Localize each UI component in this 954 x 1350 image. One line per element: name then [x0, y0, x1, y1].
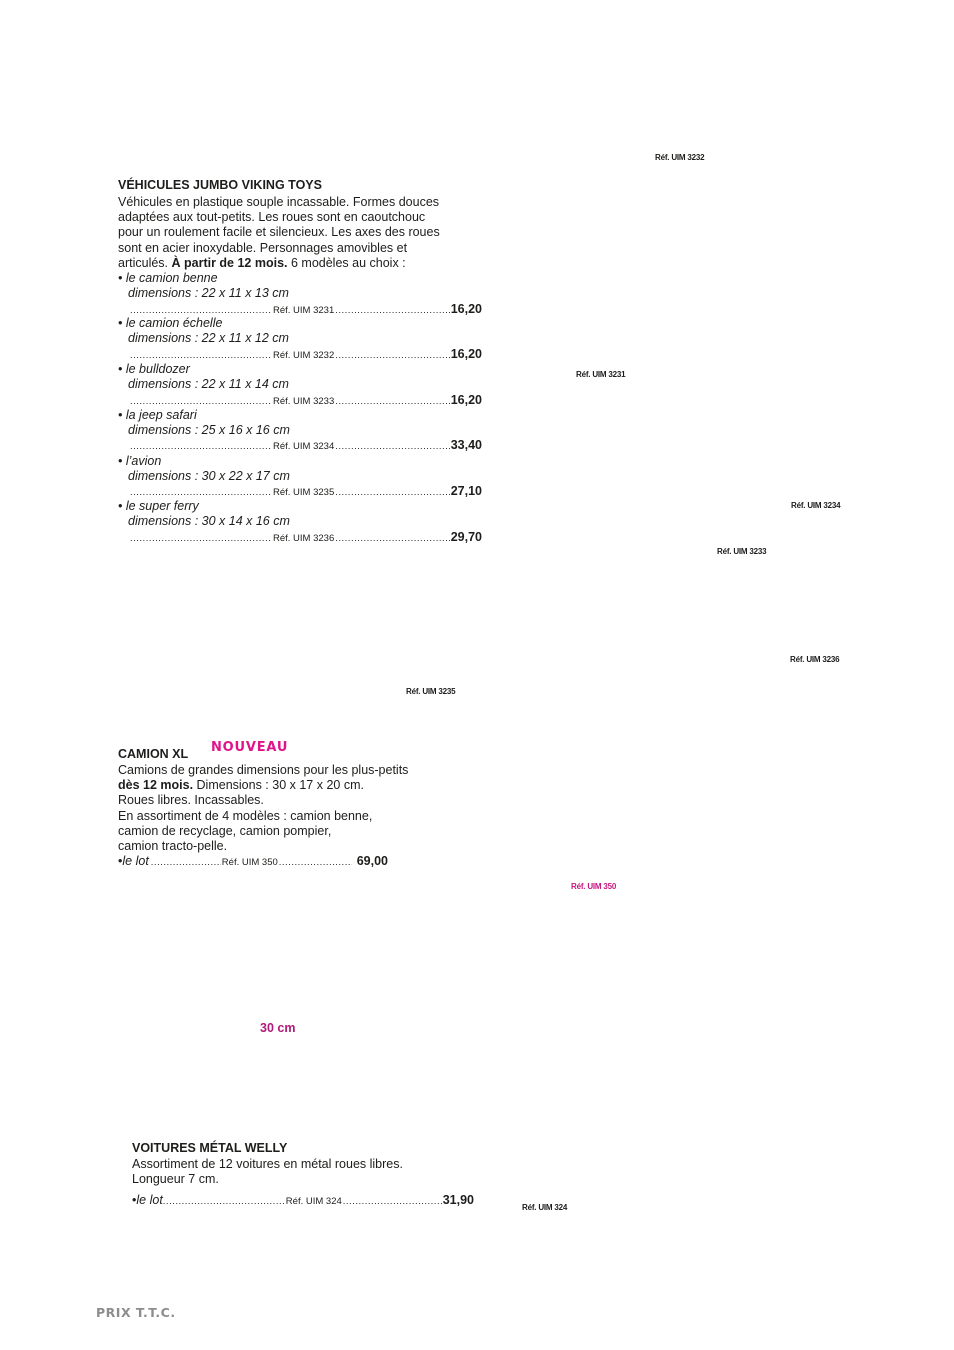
product-ref: Réf. UIM 3235: [273, 487, 335, 498]
camion-xl-description: [118, 763, 498, 854]
price-line: [118, 854, 388, 868]
camion-xl-line: Roues libres. Incassables.: [118, 793, 264, 808]
product-name: • le camion benne: [118, 271, 218, 285]
product-item: [118, 271, 289, 301]
camion-xl-line: [118, 778, 498, 793]
jumbo-desc-line: sont en acier inoxydable. Personnages amovibles et: [118, 240, 408, 255]
camion-xl-age: dès 12 mois.: [118, 778, 194, 793]
product-item: [118, 454, 290, 484]
product-price: 69,00: [356, 854, 388, 868]
jumbo-title: VÉHICULES JUMBO VIKING TOYS: [118, 178, 322, 192]
product-price: 16,20: [450, 302, 482, 316]
product-ref: Réf. UIM 3234: [273, 441, 335, 452]
product-ref: Réf. UIM 3236: [273, 533, 335, 544]
nouveau-badge: NOUVEAU: [211, 740, 289, 755]
product-item: [118, 316, 289, 346]
jumbo-description: [118, 195, 498, 271]
camion-xl-title: CAMION XL: [118, 747, 189, 761]
price-line: [130, 393, 482, 407]
product-item: [118, 408, 290, 438]
product-ref: Réf. UIM 3233: [273, 396, 335, 407]
lot-bullet: •: [132, 1193, 137, 1207]
lot-bullet: •: [118, 854, 123, 868]
welly-description: [132, 1157, 512, 1187]
product-price: 33,40: [450, 438, 482, 452]
figure-ref-3235: Réf. UIM 3235: [406, 687, 456, 696]
footer-price-note: PRIX T.T.C.: [96, 1305, 176, 1320]
product-ref: Réf. UIM 324: [285, 1196, 342, 1207]
product-price: 16,20: [450, 393, 482, 407]
product-price: 16,20: [450, 347, 482, 361]
jumbo-desc-line: adaptées aux tout-petits. Les roues sont en caoutchouc: [118, 210, 426, 225]
figure-ref-350: Réf. UIM 350: [571, 882, 617, 891]
jumbo-desc-text: articulés.: [118, 255, 172, 270]
price-line: [130, 530, 482, 544]
jumbo-age: À partir de 12 mois.: [171, 255, 288, 270]
price-line: [132, 1193, 474, 1207]
figure-ref-3234: Réf. UIM 3234: [791, 501, 841, 510]
camion-xl-line: camion tracto-pelle.: [118, 839, 228, 854]
product-dimensions: dimensions : 30 x 14 x 16 cm: [128, 514, 290, 529]
figure-ref-3236: Réf. UIM 3236: [790, 655, 840, 664]
jumbo-desc-text: 6 modèles au choix :: [287, 255, 406, 270]
camion-xl-line: Camions de grandes dimensions pour les plus-petits: [118, 763, 409, 777]
welly-line: Longueur 7 cm.: [132, 1172, 219, 1187]
jumbo-desc-line: Véhicules en plastique souple incassable. Formes douces: [118, 195, 440, 209]
camion-xl-line: En assortiment de 4 modèles : camion benne,: [118, 808, 373, 823]
product-price: 31,90: [442, 1193, 474, 1207]
price-line: [130, 302, 482, 316]
price-line: [130, 438, 482, 452]
figure-ref-324: Réf. UIM 324: [522, 1203, 568, 1212]
figure-ref-3232: Réf. UIM 3232: [655, 153, 705, 162]
lot-label: le lot: [136, 1193, 163, 1207]
product-price: 29,70: [450, 530, 482, 544]
figure-ref-3233: Réf. UIM 3233: [717, 547, 767, 556]
jumbo-desc-line: pour un roulement facile et silencieux. Les axes des roues: [118, 225, 440, 240]
camion-xl-line: camion de recyclage, camion pompier,: [118, 823, 332, 838]
product-item: [118, 362, 289, 392]
lot-label: le lot: [122, 854, 149, 868]
product-ref: Réf. UIM 350: [221, 857, 278, 868]
product-name: • le super ferry: [118, 499, 199, 513]
jumbo-desc-line: [118, 256, 498, 271]
product-dimensions: dimensions : 22 x 11 x 12 cm: [128, 331, 289, 346]
welly-line: Assortiment de 12 voitures en métal roues libres.: [132, 1157, 403, 1171]
welly-title: VOITURES MÉTAL WELLY: [132, 1141, 288, 1155]
product-name: • la jeep safari: [118, 408, 197, 422]
product-name: • le bulldozer: [118, 362, 190, 376]
product-price: 27,10: [450, 484, 482, 498]
product-dimensions: dimensions : 25 x 16 x 16 cm: [128, 423, 290, 438]
product-name: • l’avion: [118, 454, 162, 468]
price-line: [130, 484, 482, 498]
product-name: • le camion échelle: [118, 316, 223, 330]
product-item: [118, 499, 290, 529]
product-dimensions: dimensions : 22 x 11 x 13 cm: [128, 286, 289, 301]
camion-xl-dimensions: Dimensions : 30 x 17 x 20 cm.: [193, 778, 364, 793]
product-dimensions: dimensions : 30 x 22 x 17 cm: [128, 469, 290, 484]
price-line: [130, 347, 482, 361]
dimension-label: 30 cm: [260, 1021, 296, 1035]
product-ref: Réf. UIM 3231: [273, 305, 335, 316]
product-dimensions: dimensions : 22 x 11 x 14 cm: [128, 377, 289, 392]
figure-ref-3231: Réf. UIM 3231: [576, 370, 626, 379]
product-ref: Réf. UIM 3232: [273, 350, 335, 361]
